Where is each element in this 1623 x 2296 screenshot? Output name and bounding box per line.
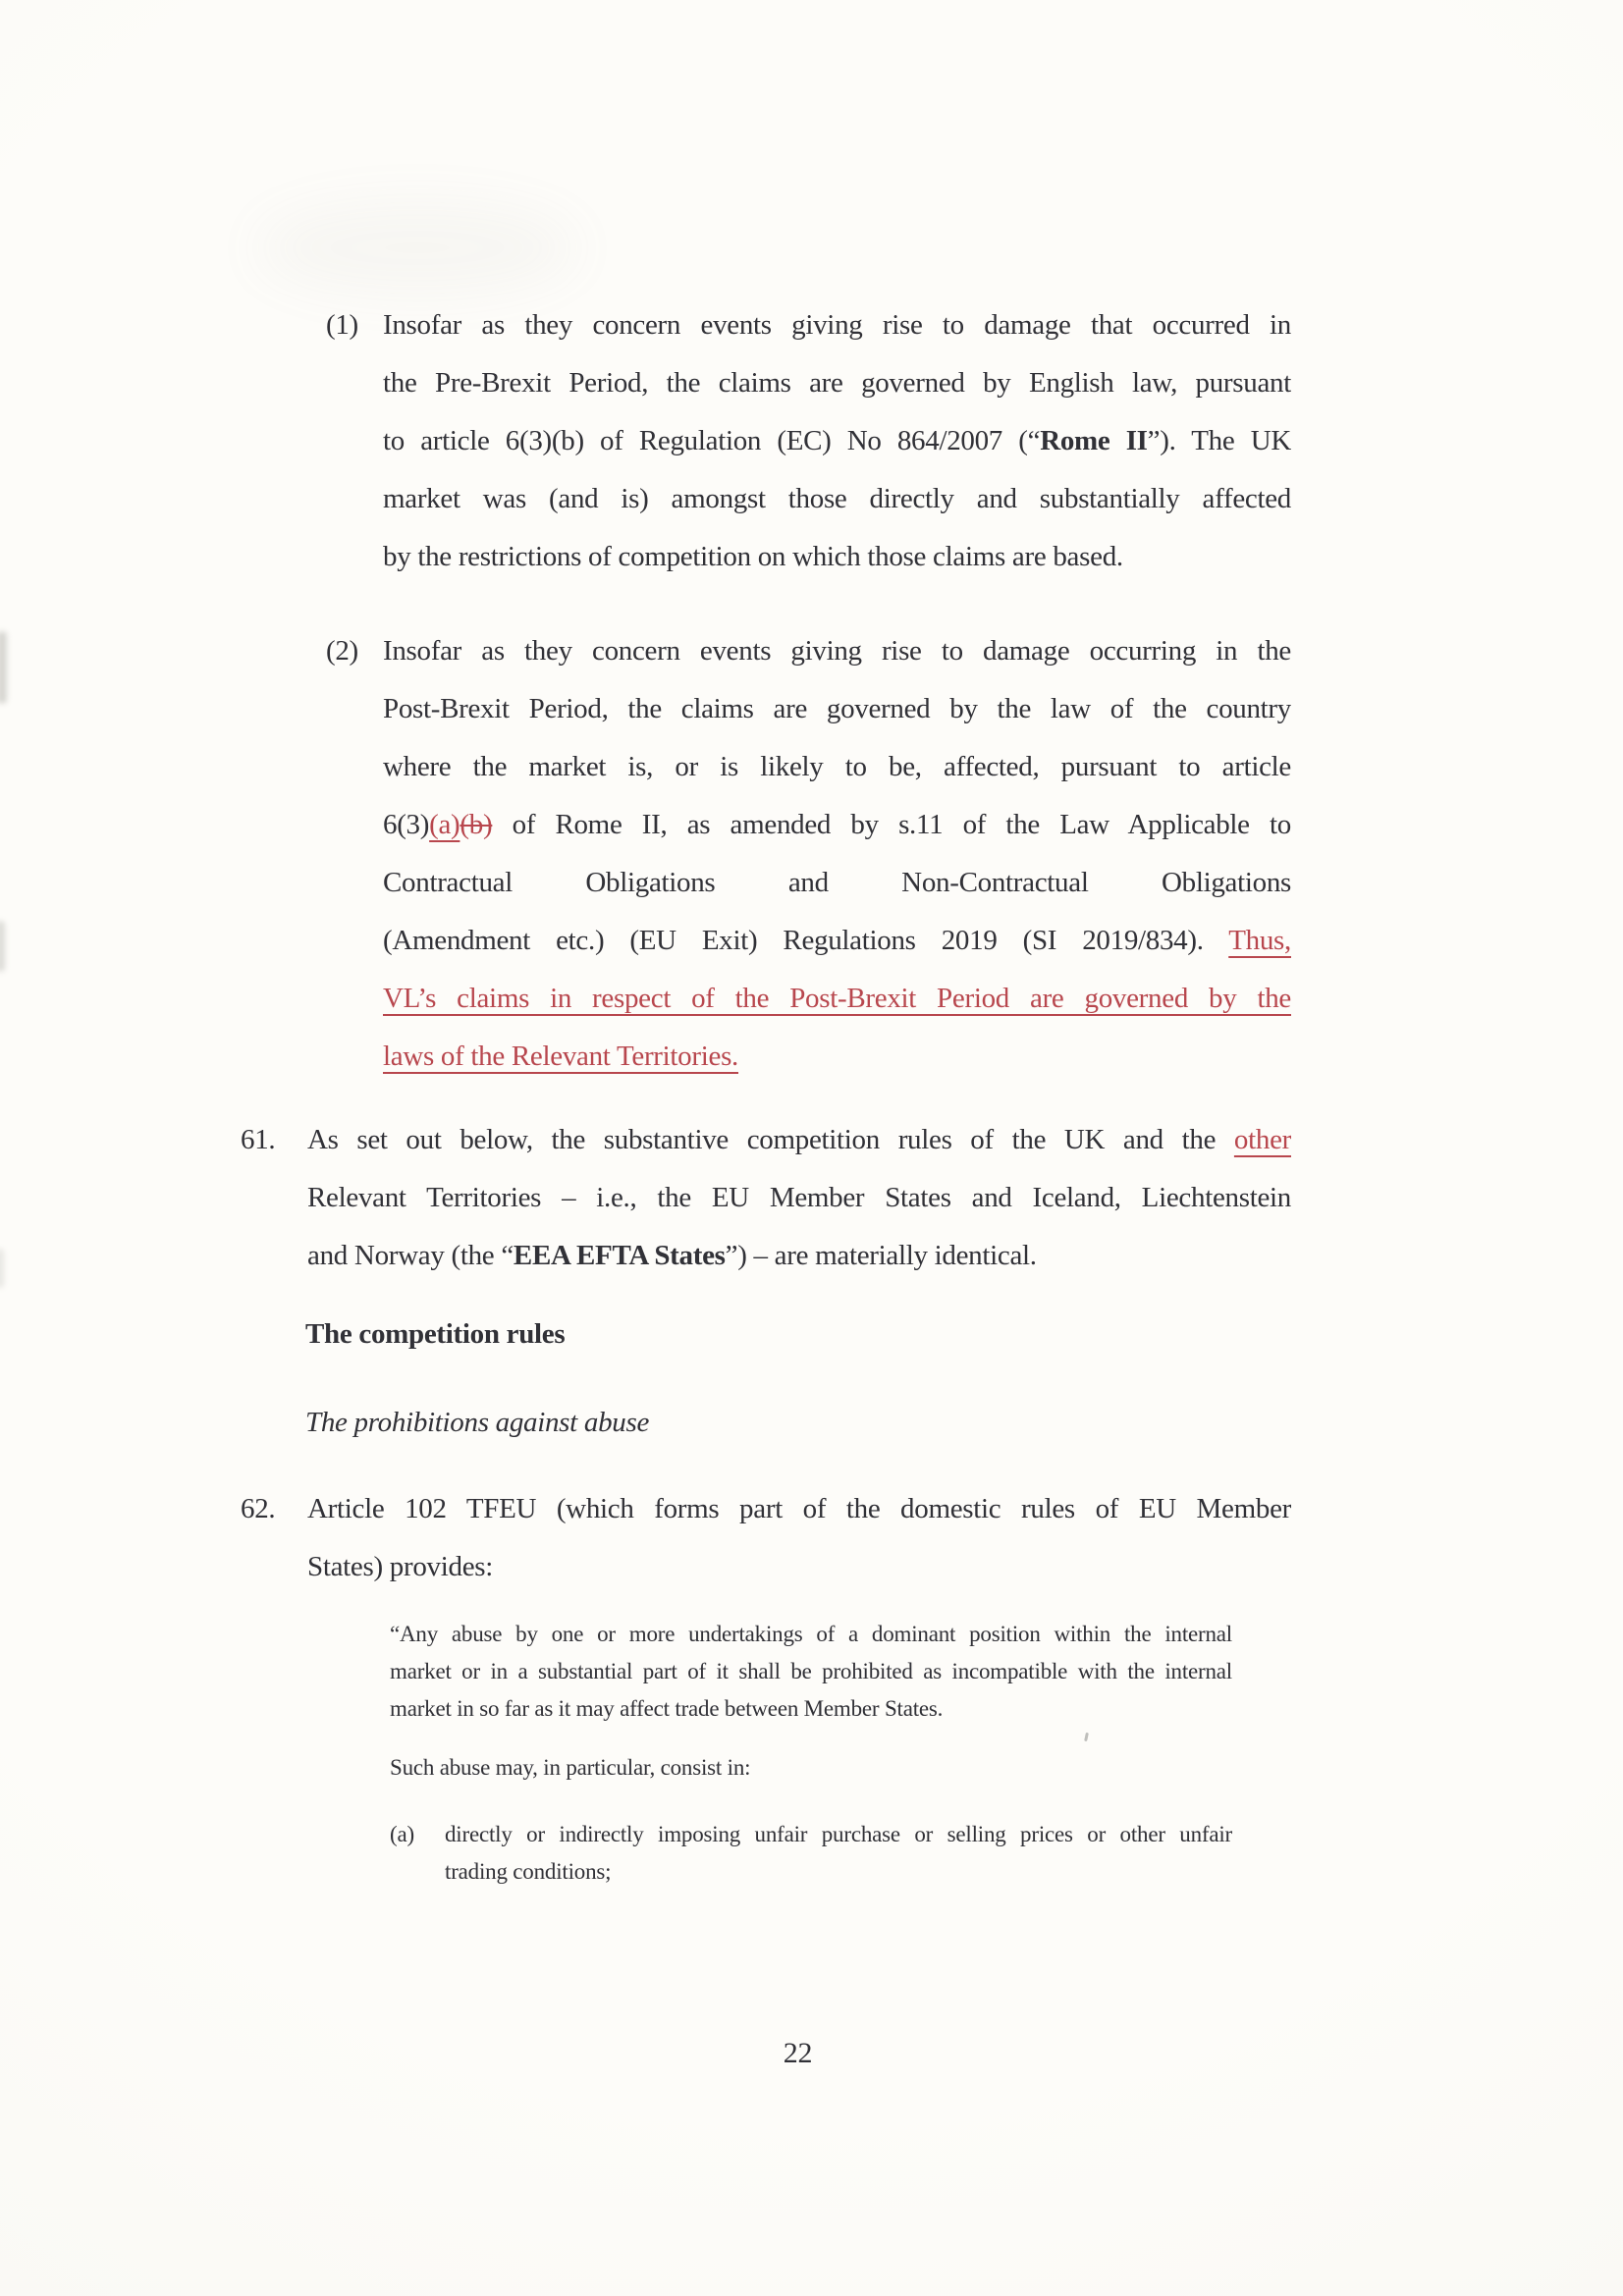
text-run: the Pre-Brexit Period, the claims are governed by English law, pursuant (383, 367, 1291, 399)
inserted-text: other (1233, 1124, 1291, 1155)
text-run: of Rome II, as amended by s.11 of the Law Applicable to (492, 809, 1291, 840)
paragraph-number: 62. (241, 1493, 276, 1524)
paragraph-number: 61. (241, 1124, 276, 1155)
inserted-text: (a) (429, 809, 460, 840)
bold-text: EEA EFTA States (513, 1240, 726, 1271)
section-heading (305, 1306, 1291, 1363)
text-line (383, 412, 1291, 470)
text-line (383, 970, 1291, 1028)
paragraph (326, 296, 1291, 586)
text-line (383, 470, 1291, 528)
paragraph-lines (383, 296, 1291, 586)
text-line (383, 528, 1291, 586)
paragraph-lines (390, 1749, 1232, 1787)
text-run: Article 102 TFEU (which forms part of the domestic rules of EU Member (307, 1493, 1291, 1524)
text-run: ”). The UK (1147, 425, 1291, 456)
text-run: Such abuse may, in particular, consist in: (390, 1755, 751, 1780)
paragraph-number: (1) (326, 309, 358, 341)
text-line (383, 912, 1291, 970)
text-line (445, 1853, 1232, 1891)
bold-text: Rome II (1040, 425, 1148, 456)
paragraph (241, 1111, 1291, 1285)
text-line (383, 738, 1291, 796)
paragraph (390, 1816, 1232, 1891)
text-run: market or in a substantial part of it shall be prohibited as incompatible with the internal (390, 1659, 1232, 1683)
scan-edge-artifact (0, 1249, 4, 1288)
inserted-text: VL’s claims in respect of the Post-Brexit Period are governed by the (383, 983, 1291, 1014)
text-run: directly or indirectly imposing unfair purchase or selling prices or other unfair (445, 1822, 1232, 1846)
text-line (307, 1227, 1291, 1285)
text-run: Post-Brexit Period, the claims are governed by the law of the country (383, 693, 1291, 724)
scan-edge-artifact (0, 921, 5, 972)
paragraph (390, 1749, 1232, 1787)
paragraph-lines (383, 622, 1291, 1086)
text-line (390, 1690, 1232, 1728)
text-line (305, 1394, 1291, 1452)
text-line (383, 854, 1291, 912)
text-line (383, 796, 1291, 854)
text-line (307, 1111, 1291, 1169)
text-line (307, 1480, 1291, 1538)
text-run: (Amendment etc.) (EU Exit) Regulations 2019 (SI 2019/834). (383, 925, 1229, 956)
paragraph-number: (a) (390, 1822, 414, 1846)
text-line (445, 1816, 1232, 1853)
scan-smudge (255, 201, 579, 294)
text-line (307, 1169, 1291, 1227)
text-line (390, 1749, 1232, 1787)
scan-edge-artifact (0, 631, 7, 704)
paragraph-lines (445, 1816, 1232, 1891)
text-run: “Any abuse by one or more undertakings of a dominant position within the internal (390, 1622, 1232, 1646)
text-line (383, 622, 1291, 680)
paragraph-lines (305, 1306, 1291, 1363)
paragraph (326, 622, 1291, 1086)
text-run: Relevant Territories – i.e., the EU Member States and Iceland, Liechtenstein (307, 1182, 1291, 1213)
text-run: trading conditions; (445, 1859, 612, 1884)
section-subheading (305, 1394, 1291, 1452)
text-line (307, 1538, 1291, 1596)
page-number: 22 (783, 2037, 813, 2069)
text-run: As set out below, the substantive competition rules of the UK and the (307, 1124, 1234, 1155)
paragraph (390, 1616, 1232, 1728)
paragraph-lines (307, 1111, 1291, 1285)
paragraph-lines (305, 1394, 1291, 1452)
inserted-text: Thus, (1228, 925, 1291, 956)
text-run: and Norway (the “ (307, 1240, 514, 1271)
paragraph (241, 1480, 1291, 1596)
text-run: market in so far as it may affect trade between Member States. (390, 1696, 944, 1721)
text-run: Contractual Obligations and Non-Contractual Obligations (383, 867, 1291, 898)
text-run: Insofar as they concern events giving rise to damage occurring in the (383, 635, 1291, 667)
text-run: market was (and is) amongst those directly and substantially affected (383, 483, 1291, 514)
paragraph-lines (307, 1480, 1291, 1596)
text-run: States) provides: (307, 1551, 494, 1582)
inserted-text: laws of the Relevant Territories. (383, 1041, 739, 1072)
text-line (383, 680, 1291, 738)
text-line (383, 354, 1291, 412)
text-line (383, 296, 1291, 354)
text-line (305, 1306, 1291, 1363)
text-line (390, 1653, 1232, 1690)
text-line (390, 1616, 1232, 1653)
text-run: The prohibitions against abuse (305, 1407, 650, 1438)
text-run: ”) – are materially identical. (725, 1240, 1037, 1271)
text-run: The competition rules (305, 1318, 566, 1350)
text-line (383, 1028, 1291, 1086)
paragraph-lines (390, 1616, 1232, 1728)
text-run: where the market is, or is likely to be, affected, pursuant to article (383, 751, 1291, 782)
paragraph-number: (2) (326, 635, 358, 667)
text-run: to article 6(3)(b) of Regulation (EC) No 864/2007 (“ (383, 425, 1041, 456)
text-run: 6(3) (383, 809, 430, 840)
scan-speck (1084, 1733, 1089, 1741)
text-run: Insofar as they concern events giving rise to damage that occurred in (383, 309, 1291, 341)
deleted-text: (b) (460, 809, 493, 840)
text-run: by the restrictions of competition on which those claims are based. (383, 541, 1123, 572)
